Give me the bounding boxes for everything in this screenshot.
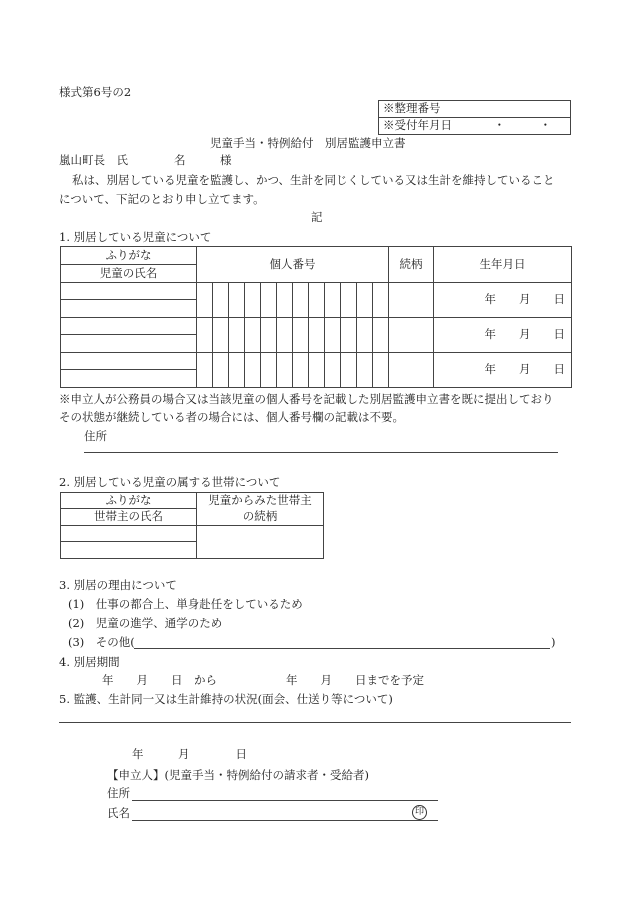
id-digit-cell[interactable] [277, 353, 293, 388]
id-digit-cell[interactable] [373, 318, 389, 353]
received-date-dots: ・ ・ [493, 118, 552, 133]
relation-field[interactable] [389, 283, 434, 318]
id-digit-cell[interactable] [277, 318, 293, 353]
furigana-header: ふりがな [61, 247, 197, 265]
household-relation-header [197, 493, 324, 526]
intro-text-line2: について、下記のとおり申し立てます。 [59, 192, 265, 206]
id-digit-cell[interactable] [213, 283, 229, 318]
relation-field[interactable] [389, 353, 434, 388]
id-digit-cell[interactable] [229, 283, 245, 318]
relation-field[interactable] [389, 318, 434, 353]
child-furigana-field[interactable] [61, 283, 197, 300]
received-date-label: ※受付年月日 [383, 118, 452, 133]
furigana-header: ふりがな [61, 493, 197, 509]
id-digit-cell[interactable] [245, 283, 261, 318]
children-table [60, 246, 572, 388]
birthdate-field[interactable]: 年 月 日 [434, 318, 572, 353]
id-digit-cell[interactable] [325, 283, 341, 318]
addressee: 嵐山町長 氏 名 様 [59, 153, 232, 167]
applicant-address-line[interactable] [132, 800, 438, 801]
household-head-header: 世帯主の氏名 [61, 509, 197, 526]
relation-header: 続柄 [389, 247, 434, 283]
applicant-label: 【申立人】(児童手当・特例給付の請求者・受給者) [107, 768, 369, 782]
reason-option-3-close: ) [551, 635, 556, 649]
id-digit-cell[interactable] [293, 318, 309, 353]
section5-heading: 5. 監護、生計同一又は生計維持の状況(面会、仕送り等について) [59, 692, 393, 706]
household-head-field[interactable] [61, 542, 197, 559]
birthdate-field[interactable]: 年 月 日 [434, 353, 572, 388]
document-title: 児童手当・特例給付 別居監護申立書 [210, 136, 406, 150]
id-digit-cell[interactable] [197, 283, 213, 318]
household-relation-header-line1: 児童からみた世帯主 [208, 493, 312, 508]
applicant-name-label: 氏名 [107, 806, 130, 820]
child-name-field[interactable] [61, 300, 197, 318]
id-digit-cell[interactable] [357, 353, 373, 388]
applicant-address-label: 住所 [107, 786, 130, 800]
care-status-input-line[interactable] [59, 722, 571, 723]
id-number-header: 個人番号 [197, 247, 389, 283]
id-digit-cell[interactable] [197, 353, 213, 388]
birthdate-header: 生年月日 [434, 247, 572, 283]
id-digit-cell[interactable] [261, 318, 277, 353]
section1-heading: 1. 別居している児童について [59, 230, 212, 244]
reason-option-3[interactable]: (3) その他( [68, 635, 135, 649]
reason-option-1[interactable]: (1) 仕事の都合上、単身赴任をしているため [68, 597, 303, 611]
id-digit-cell[interactable] [373, 283, 389, 318]
seal-mark-char: 印 [412, 805, 427, 820]
id-digit-cell[interactable] [341, 283, 357, 318]
section4-heading: 4. 別居期間 [59, 655, 120, 669]
household-relation-field[interactable] [197, 526, 324, 559]
id-digit-cell[interactable] [197, 318, 213, 353]
id-digit-cell[interactable] [293, 283, 309, 318]
id-digit-cell[interactable] [309, 283, 325, 318]
id-digit-cell[interactable] [309, 318, 325, 353]
id-digit-cell[interactable] [213, 353, 229, 388]
id-digit-cell[interactable] [325, 318, 341, 353]
intro-text-line1: 私は、別居している児童を監護し、かつ、生計を同じくしている又は生計を維持していること [72, 173, 555, 187]
reason-option-2[interactable]: (2) 児童の進学、通学のため [68, 616, 223, 630]
applicant-name-line[interactable] [132, 820, 438, 821]
form-number: 様式第6号の2 [59, 85, 132, 99]
application-date[interactable]: 年 月 日 [132, 747, 247, 761]
id-digit-cell[interactable] [245, 353, 261, 388]
birthdate-field[interactable]: 年 月 日 [434, 283, 572, 318]
id-digit-cell[interactable] [309, 353, 325, 388]
office-use-box [378, 100, 571, 135]
seal-mark [412, 805, 427, 820]
note-line1: ※申立人が公務員の場合又は当該児童の個人番号を記載した別居監護申立書を既に提出しており [59, 392, 554, 406]
id-digit-cell[interactable] [213, 318, 229, 353]
child-furigana-field[interactable] [61, 353, 197, 370]
id-digit-cell[interactable] [357, 318, 373, 353]
address-label: 住所 [84, 429, 107, 443]
id-digit-cell[interactable] [325, 353, 341, 388]
id-digit-cell[interactable] [261, 353, 277, 388]
id-digit-cell[interactable] [341, 318, 357, 353]
id-digit-cell[interactable] [229, 318, 245, 353]
household-relation-header-line2: の続柄 [242, 509, 278, 523]
id-digit-cell[interactable] [357, 283, 373, 318]
child-name-header: 児童の氏名 [61, 265, 197, 283]
id-digit-cell[interactable] [341, 353, 357, 388]
other-reason-input-line[interactable] [134, 648, 550, 649]
child-furigana-field[interactable] [61, 318, 197, 335]
id-digit-cell[interactable] [373, 353, 389, 388]
section2-heading: 2. 別居している児童の属する世帯について [59, 475, 281, 489]
id-digit-cell[interactable] [261, 283, 277, 318]
section3-heading: 3. 別居の理由について [59, 578, 177, 592]
id-digit-cell[interactable] [229, 353, 245, 388]
separation-period[interactable]: 年 月 日 から 年 月 日までを予定 [102, 673, 424, 687]
id-digit-cell[interactable] [245, 318, 261, 353]
household-furigana-field[interactable] [61, 526, 197, 542]
note-line2: その状態が継続している者の場合には、個人番号欄の記載は不要。 [59, 410, 404, 424]
received-date-field[interactable] [379, 118, 571, 135]
id-digit-cell[interactable] [277, 283, 293, 318]
household-table [60, 492, 324, 559]
id-digit-cell[interactable] [293, 353, 309, 388]
child-name-field[interactable] [61, 335, 197, 353]
ki-label: 記 [311, 210, 323, 224]
reference-number-field[interactable]: ※整理番号 [379, 101, 571, 118]
address-input-line[interactable] [84, 452, 558, 453]
child-name-field[interactable] [61, 370, 197, 388]
